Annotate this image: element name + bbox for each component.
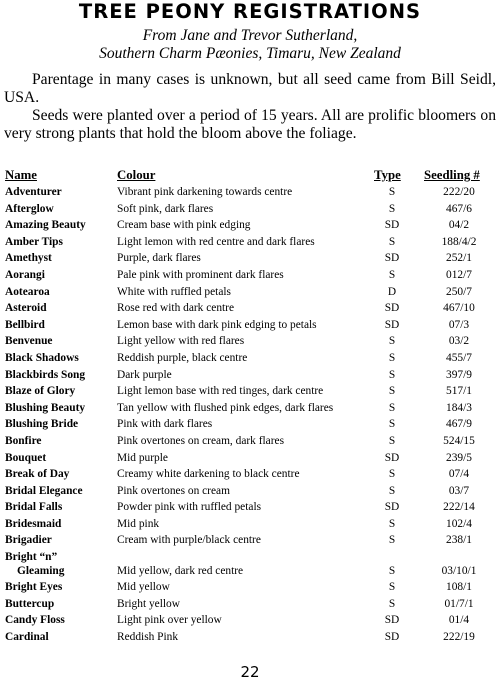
cultivar-colour: Reddish Pink: [117, 630, 179, 643]
intro-paragraph-1: [4, 71, 496, 107]
table-row: [0, 483, 500, 500]
cultivar-type: SD: [384, 219, 400, 232]
seedling-number: 01/7/1: [444, 597, 474, 610]
cultivar-colour: Light lemon with red centre and dark flares: [117, 235, 315, 248]
cultivar-colour: Dark purple: [117, 368, 172, 381]
header-name: Name: [5, 168, 37, 182]
table-row: [0, 267, 500, 284]
page-number: 22: [240, 663, 260, 681]
byline-authors: From Jane and Trevor Sutherland,: [142, 27, 358, 44]
table-row: [0, 400, 500, 417]
cultivar-colour: Soft pink, dark flares: [117, 202, 214, 215]
table-row: [0, 367, 500, 384]
cultivar-colour: Bright yellow: [117, 597, 180, 610]
cultivar-colour: Powder pink with ruffled petals: [117, 501, 262, 514]
seedling-number: 102/4: [446, 517, 472, 530]
cultivar-type: S: [388, 468, 396, 481]
cultivar-type: SD: [384, 302, 400, 315]
cultivar-name: Brigadier: [5, 534, 52, 547]
cultivar-name: Bright Eyes: [5, 581, 63, 594]
cultivar-type: SD: [384, 318, 400, 331]
seedling-number: 108/1: [446, 581, 472, 594]
cultivar-type: S: [388, 565, 396, 578]
seedling-number: 03/7: [448, 484, 470, 497]
seedling-number: 467/9: [446, 418, 472, 431]
header-seedling: Seedling #: [424, 168, 480, 182]
intro-paragraph-2: [4, 107, 496, 143]
table-row: [0, 333, 500, 350]
table-row: [0, 579, 500, 596]
cultivar-type: SD: [384, 630, 400, 643]
table-row: [0, 433, 500, 450]
cultivar-colour: Creamy white darkening to black centre: [117, 468, 300, 481]
table-row: [0, 450, 500, 467]
cultivar-colour: Mid purple: [117, 451, 168, 464]
table-row: [0, 596, 500, 613]
seedling-number: 517/1: [446, 385, 472, 398]
cultivar-type: S: [388, 235, 396, 248]
cultivar-colour: Light lemon base with red tinges, dark centre: [117, 385, 324, 398]
seedling-number: 07/4: [448, 468, 470, 481]
cultivar-name: Black Shadows: [5, 351, 79, 364]
seedling-number: 184/3: [446, 401, 472, 414]
seedling-number: 397/9: [446, 368, 472, 381]
cultivar-colour: Pink overtones on cream, dark flares: [117, 434, 285, 447]
cultivar-type: SD: [384, 451, 400, 464]
cultivar-type: S: [388, 186, 396, 198]
cultivar-type: S: [388, 517, 396, 530]
cultivar-type: SD: [384, 614, 400, 627]
cultivar-colour: Lemon base with dark pink edging to petals: [117, 318, 317, 331]
cultivar-type: S: [388, 268, 396, 281]
cultivar-type: S: [388, 368, 396, 381]
cultivar-name: Afterglow: [5, 202, 54, 215]
table-row: [0, 416, 500, 433]
cultivar-name: Bridal Elegance: [5, 484, 83, 497]
table-row: [0, 250, 500, 267]
seedling-number: 222/20: [443, 186, 475, 198]
cultivar-colour: Pink overtones on cream: [117, 484, 230, 497]
cultivar-name: Candy Floss: [5, 614, 65, 627]
cultivar-name: Amber Tips: [5, 235, 63, 248]
table-row: [0, 234, 500, 251]
cultivar-name: Aotearoa: [5, 285, 50, 298]
intro-paragraph-1-text: Parentage in many cases is unknown, but all seed came from Bill Seidl, USA.: [4, 71, 496, 106]
cultivar-name: Buttercup: [5, 597, 55, 610]
cultivar-colour: Tan yellow with flushed pink edges, dark flares: [117, 401, 334, 414]
seedling-number: 455/7: [446, 351, 472, 364]
cultivar-name: Blackbirds Song: [5, 368, 86, 381]
seedling-number: 222/19: [443, 630, 475, 643]
cultivar-name: Aorangi: [5, 268, 45, 281]
cultivar-name: Blushing Beauty: [5, 401, 86, 414]
seedling-number: 04/2: [448, 219, 470, 232]
table-row: [0, 201, 500, 218]
page-title: TREE PEONY REGISTRATIONS: [78, 0, 422, 23]
seedling-number: 03/10/1: [441, 565, 477, 578]
cultivar-name: Bridal Falls: [5, 501, 63, 514]
seedling-number: 012/7: [446, 268, 472, 281]
cultivar-colour: White with ruffled petals: [117, 285, 231, 298]
cultivar-name: Blushing Bride: [5, 418, 79, 431]
cultivar-colour: Cream base with pink edging: [117, 219, 251, 232]
cultivar-name: Adventurer: [5, 186, 62, 198]
cultivar-type: S: [388, 335, 396, 348]
cultivar-name: Amethyst: [5, 252, 52, 265]
cultivar-name: Amazing Beauty: [5, 219, 86, 232]
cultivar-colour: Mid yellow, dark red centre: [117, 565, 244, 578]
cultivar-colour: Vibrant pink darkening towards centre: [117, 186, 293, 198]
cultivar-type: SD: [384, 252, 400, 265]
table-row: [0, 532, 500, 549]
cultivar-colour: Pink with dark flares: [117, 418, 213, 431]
seedling-number: 467/6: [446, 202, 472, 215]
cultivar-type: S: [388, 351, 396, 364]
seedling-number: 03/2: [448, 335, 470, 348]
cultivar-name: Asteroid: [5, 302, 47, 315]
cultivar-colour: Mid pink: [117, 517, 160, 530]
cultivar-colour: Cream with purple/black centre: [117, 534, 261, 547]
cultivar-type: S: [388, 484, 396, 497]
registrations-table: [0, 184, 500, 645]
cultivar-type: S: [388, 581, 396, 594]
cultivar-type: S: [388, 401, 396, 414]
cultivar-name: Bellbird: [5, 318, 45, 331]
seedling-number: 01/4: [448, 614, 470, 627]
cultivar-colour: Light yellow with red flares: [117, 335, 245, 348]
seedling-number: 222/14: [443, 501, 475, 514]
table-row: [0, 350, 500, 367]
cultivar-name: Benvenue: [5, 335, 53, 348]
table-row: [0, 284, 500, 301]
seedling-number: 238/1: [446, 534, 472, 547]
seedling-number: 188/4/2: [441, 235, 477, 248]
header-type: Type: [374, 168, 401, 182]
cultivar-type: SD: [384, 501, 400, 514]
cultivar-colour: Purple, dark flares: [117, 252, 201, 265]
table-row: [0, 516, 500, 533]
byline-nursery: Southern Charm Pæonies, Timaru, New Zealand: [99, 45, 401, 62]
seedling-number: 239/5: [446, 451, 472, 464]
seedling-number: 467/10: [443, 302, 475, 315]
cultivar-name: Bridesmaid: [5, 517, 62, 530]
cultivar-colour: Light pink over yellow: [117, 614, 222, 627]
cultivar-colour: Rose red with dark centre: [117, 302, 235, 315]
seedling-number: 07/3: [448, 318, 470, 331]
cultivar-colour: Mid yellow: [117, 581, 170, 594]
seedling-number: 524/15: [443, 434, 475, 447]
cultivar-name: Blaze of Glory: [5, 385, 76, 398]
cultivar-type: S: [388, 202, 396, 215]
cultivar-name-line2: Gleaming: [17, 565, 65, 578]
cultivar-name: Cardinal: [5, 630, 49, 643]
table-row: [0, 466, 500, 483]
cultivar-type: S: [388, 434, 396, 447]
table-row: [0, 499, 500, 516]
table-row: [0, 184, 500, 201]
cultivar-type: S: [388, 534, 396, 547]
intro-paragraph-2-text: Seeds were planted over a period of 15 years. All are prolific bloomers on very strong plants that hold the bloom above the foliage.: [4, 107, 496, 142]
cultivar-colour: Pale pink with prominent dark flares: [117, 268, 284, 281]
cultivar-type: D: [387, 285, 397, 298]
seedling-number: 250/7: [446, 285, 472, 298]
cultivar-type: S: [388, 385, 396, 398]
cultivar-name: Bouquet: [5, 451, 47, 464]
table-row: [0, 612, 500, 629]
cultivar-type: S: [388, 418, 396, 431]
table-row: [0, 383, 500, 400]
table-row: [0, 300, 500, 317]
table-row: [0, 217, 500, 234]
cultivar-name: Break of Day: [5, 468, 70, 481]
table-row: [0, 629, 500, 646]
cultivar-colour: Reddish purple, black centre: [117, 351, 248, 364]
table-header: [0, 167, 500, 183]
header-colour: Colour: [117, 168, 156, 182]
seedling-number: 252/1: [446, 252, 472, 265]
cultivar-name: Bright “n”: [5, 551, 58, 564]
cultivar-name: Bonfire: [5, 434, 42, 447]
table-row: [0, 317, 500, 334]
table-row: [0, 549, 500, 579]
cultivar-type: S: [388, 597, 396, 610]
